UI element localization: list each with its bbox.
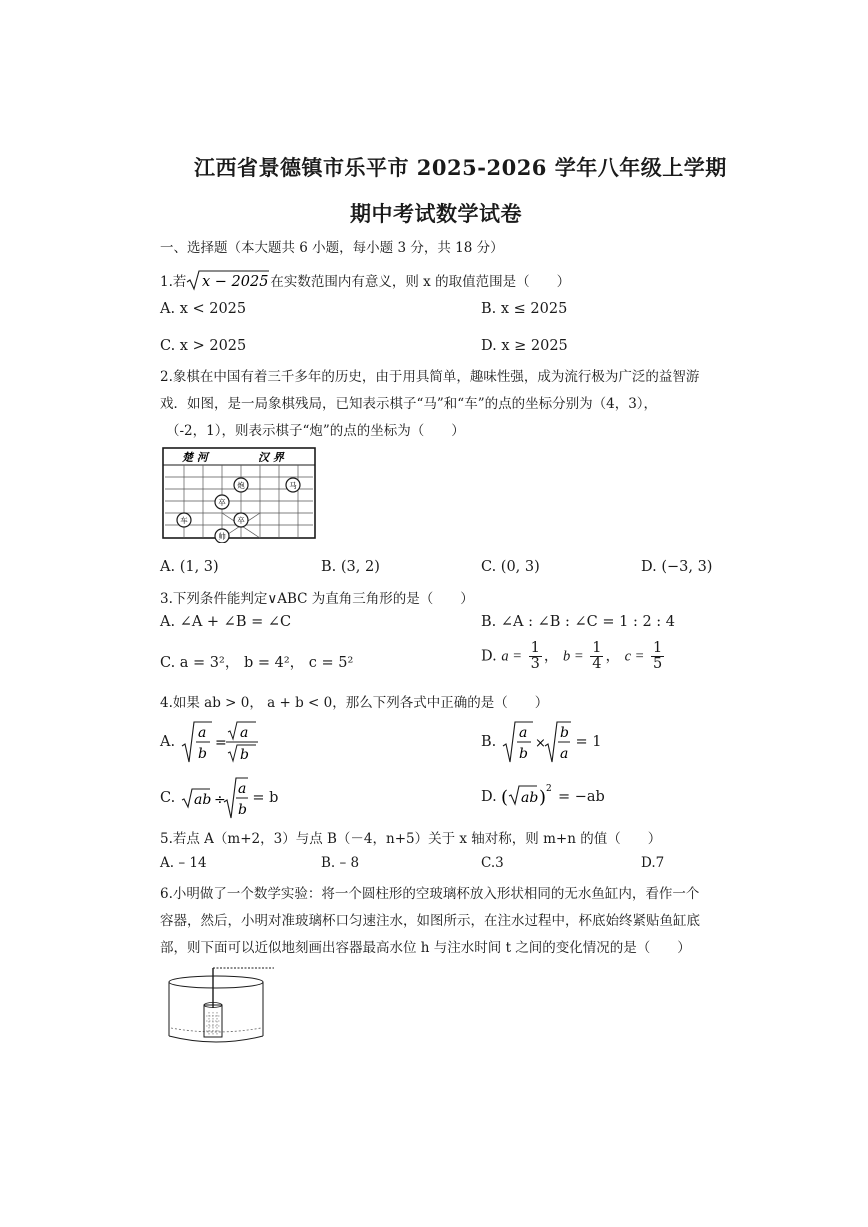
q2-line-3: （-2，1），则表示棋子“炮”的点的坐标为（ ）: [166, 423, 465, 439]
q1-prefix: 1.若: [160, 274, 187, 290]
sqrt-symbol-icon: [186, 269, 270, 291]
piece-ma: [286, 478, 300, 492]
svg-text:b: b: [239, 747, 249, 763]
svg-text:ab: ab: [521, 790, 539, 806]
svg-text:=: =: [214, 735, 227, 751]
svg-text:a: a: [559, 746, 569, 762]
q4-c-formula-icon: [180, 776, 248, 820]
q3-option-c: C. a = 3²， b = 4²， c = 5²: [160, 655, 354, 671]
q4-a-formula-icon: [180, 720, 264, 764]
q3-d-c: c =: [624, 648, 645, 665]
river-label-left: 楚 河: [182, 451, 208, 464]
q1-option-d: D. x ≥ 2025: [481, 338, 568, 354]
fraction-1-4: $\frac{1}{4}$: [592, 640, 602, 673]
svg-text:b: b: [518, 746, 528, 762]
sqrt-expression: [186, 269, 270, 291]
q4-stem: 4.如果 ab > 0， a + b < 0，那么下列各式中正确的是（ ）: [160, 695, 549, 711]
q2-option-b: B. (3, 2): [321, 559, 380, 575]
question-1: [160, 270, 570, 294]
river-label-right: 汉 界: [258, 451, 284, 464]
q3-stem: 3.下列条件能判定∨ABC 为直角三角形的是（ ）: [160, 591, 474, 607]
piece-che: [177, 513, 191, 527]
q3-d-b: b =: [562, 648, 584, 665]
q4-b-formula-icon: [501, 720, 571, 764]
q1-option-c: C. x > 2025: [160, 338, 247, 354]
piece-zu-2: [234, 513, 248, 527]
q6-line-1: 6.小明做了一个数学实验：将一个圆柱形的空玻璃杯放入形状相同的无水鱼缸内，看作一个: [160, 886, 700, 902]
svg-text:a: a: [239, 725, 249, 741]
q5-option-a: A. – 14: [160, 855, 207, 871]
q3-d-label: D.: [481, 648, 497, 665]
svg-text:b: b: [197, 746, 207, 762]
q2-option-c: C. (0, 3): [481, 559, 540, 575]
piece-zu-1: [215, 495, 229, 509]
svg-text:a: a: [197, 725, 207, 741]
q4-option-b: B. a b × b a = 1: [481, 720, 601, 764]
svg-text:ab: ab: [193, 792, 212, 808]
svg-text:马: 马: [289, 481, 297, 490]
svg-text:b: b: [559, 725, 569, 741]
chess-board-figure: [162, 447, 316, 543]
q2-line-1: 2.象棋在中国有着三千多年的历史，由于用具简单，趣味性强，成为流行极为广泛的益智游: [160, 369, 700, 385]
page-title: 江西省景德镇市乐平市 2025-2026 学年八年级上学期: [194, 155, 727, 180]
q1-radicand: x − 2025: [202, 273, 269, 290]
water-line: [171, 1028, 261, 1032]
q4-option-d: D. ( ab ) 2 = −ab: [481, 782, 605, 812]
q5-option-d: D.7: [641, 855, 665, 871]
q5-stem: 5.若点 A（m+2，3）与点 B（－4，n+5）关于 x 轴对称，则 m+n 的值（ ）: [160, 831, 662, 847]
q5-option-c: C.3: [481, 855, 504, 871]
q6-line-3: 部，则下面可以近似地刻画出容器最高水位 h 与注水时间 t 之间的变化情况的是（ ）: [160, 940, 691, 956]
svg-text:a: a: [518, 725, 528, 741]
q3-option-b: B. ∠A : ∠B : ∠C = 1 : 2 : 4: [481, 614, 676, 630]
piece-shuai: [215, 529, 229, 543]
svg-text:卒: 卒: [218, 498, 226, 507]
section-heading: 一、选择题（本大题共 6 小题，每小题 3 分，共 18 分）: [160, 240, 504, 256]
svg-text:帅: 帅: [218, 532, 226, 541]
svg-text:(: (: [501, 787, 509, 808]
q4-option-a: A. a b = a b: [160, 720, 264, 764]
q1-suffix: 在实数范围内有意义，则 x 的取值范围是（ ）: [270, 274, 571, 290]
q4-option-c: C. ab ÷ a b = b: [160, 776, 278, 820]
q2-option-d: D. (−3, 3): [641, 559, 713, 575]
q4-d-formula-icon: [501, 782, 553, 812]
q3-option-a: A. ∠A + ∠B = ∠C: [160, 614, 292, 630]
q1-option-b: B. x ≤ 2025: [481, 301, 568, 317]
svg-text:a: a: [237, 781, 247, 797]
page-subtitle: 期中考试数学试卷: [350, 201, 522, 226]
svg-text:b: b: [237, 802, 247, 818]
q5-option-b: B. – 8: [321, 855, 360, 871]
q3-d-a: a =: [501, 648, 522, 665]
svg-text:车: 车: [180, 516, 188, 525]
fraction-1-5: $\frac{1}{5}$: [653, 640, 663, 673]
svg-text:×: ×: [534, 736, 546, 751]
svg-text:卒: 卒: [237, 516, 245, 525]
piece-pao: [234, 478, 248, 492]
q2-option-a: A. (1, 3): [160, 559, 219, 575]
svg-text:÷: ÷: [213, 792, 226, 808]
svg-text:2: 2: [546, 784, 553, 794]
fish-tank-figure: [166, 964, 276, 1046]
fraction-1-3: $\frac{1}{3}$: [530, 640, 540, 673]
q3-option-d: D. a = $\frac{1}{3}$ ， b = $\frac{1}{4}$ ， c = $\frac{1}{5}$: [481, 640, 663, 673]
svg-text:): ): [539, 787, 547, 808]
q6-line-2: 容器，然后，小明对准玻璃杯口匀速注水，如图所示，在注水过程中，杯底始终紧贴鱼缸底: [160, 913, 700, 929]
svg-text:炮: 炮: [237, 481, 245, 490]
q2-line-2: 戏．如图，是一局象棋残局，已知表示棋子“马”和“车”的点的坐标分别为（4，3），: [160, 396, 658, 412]
q1-option-a: A. x < 2025: [160, 301, 247, 317]
